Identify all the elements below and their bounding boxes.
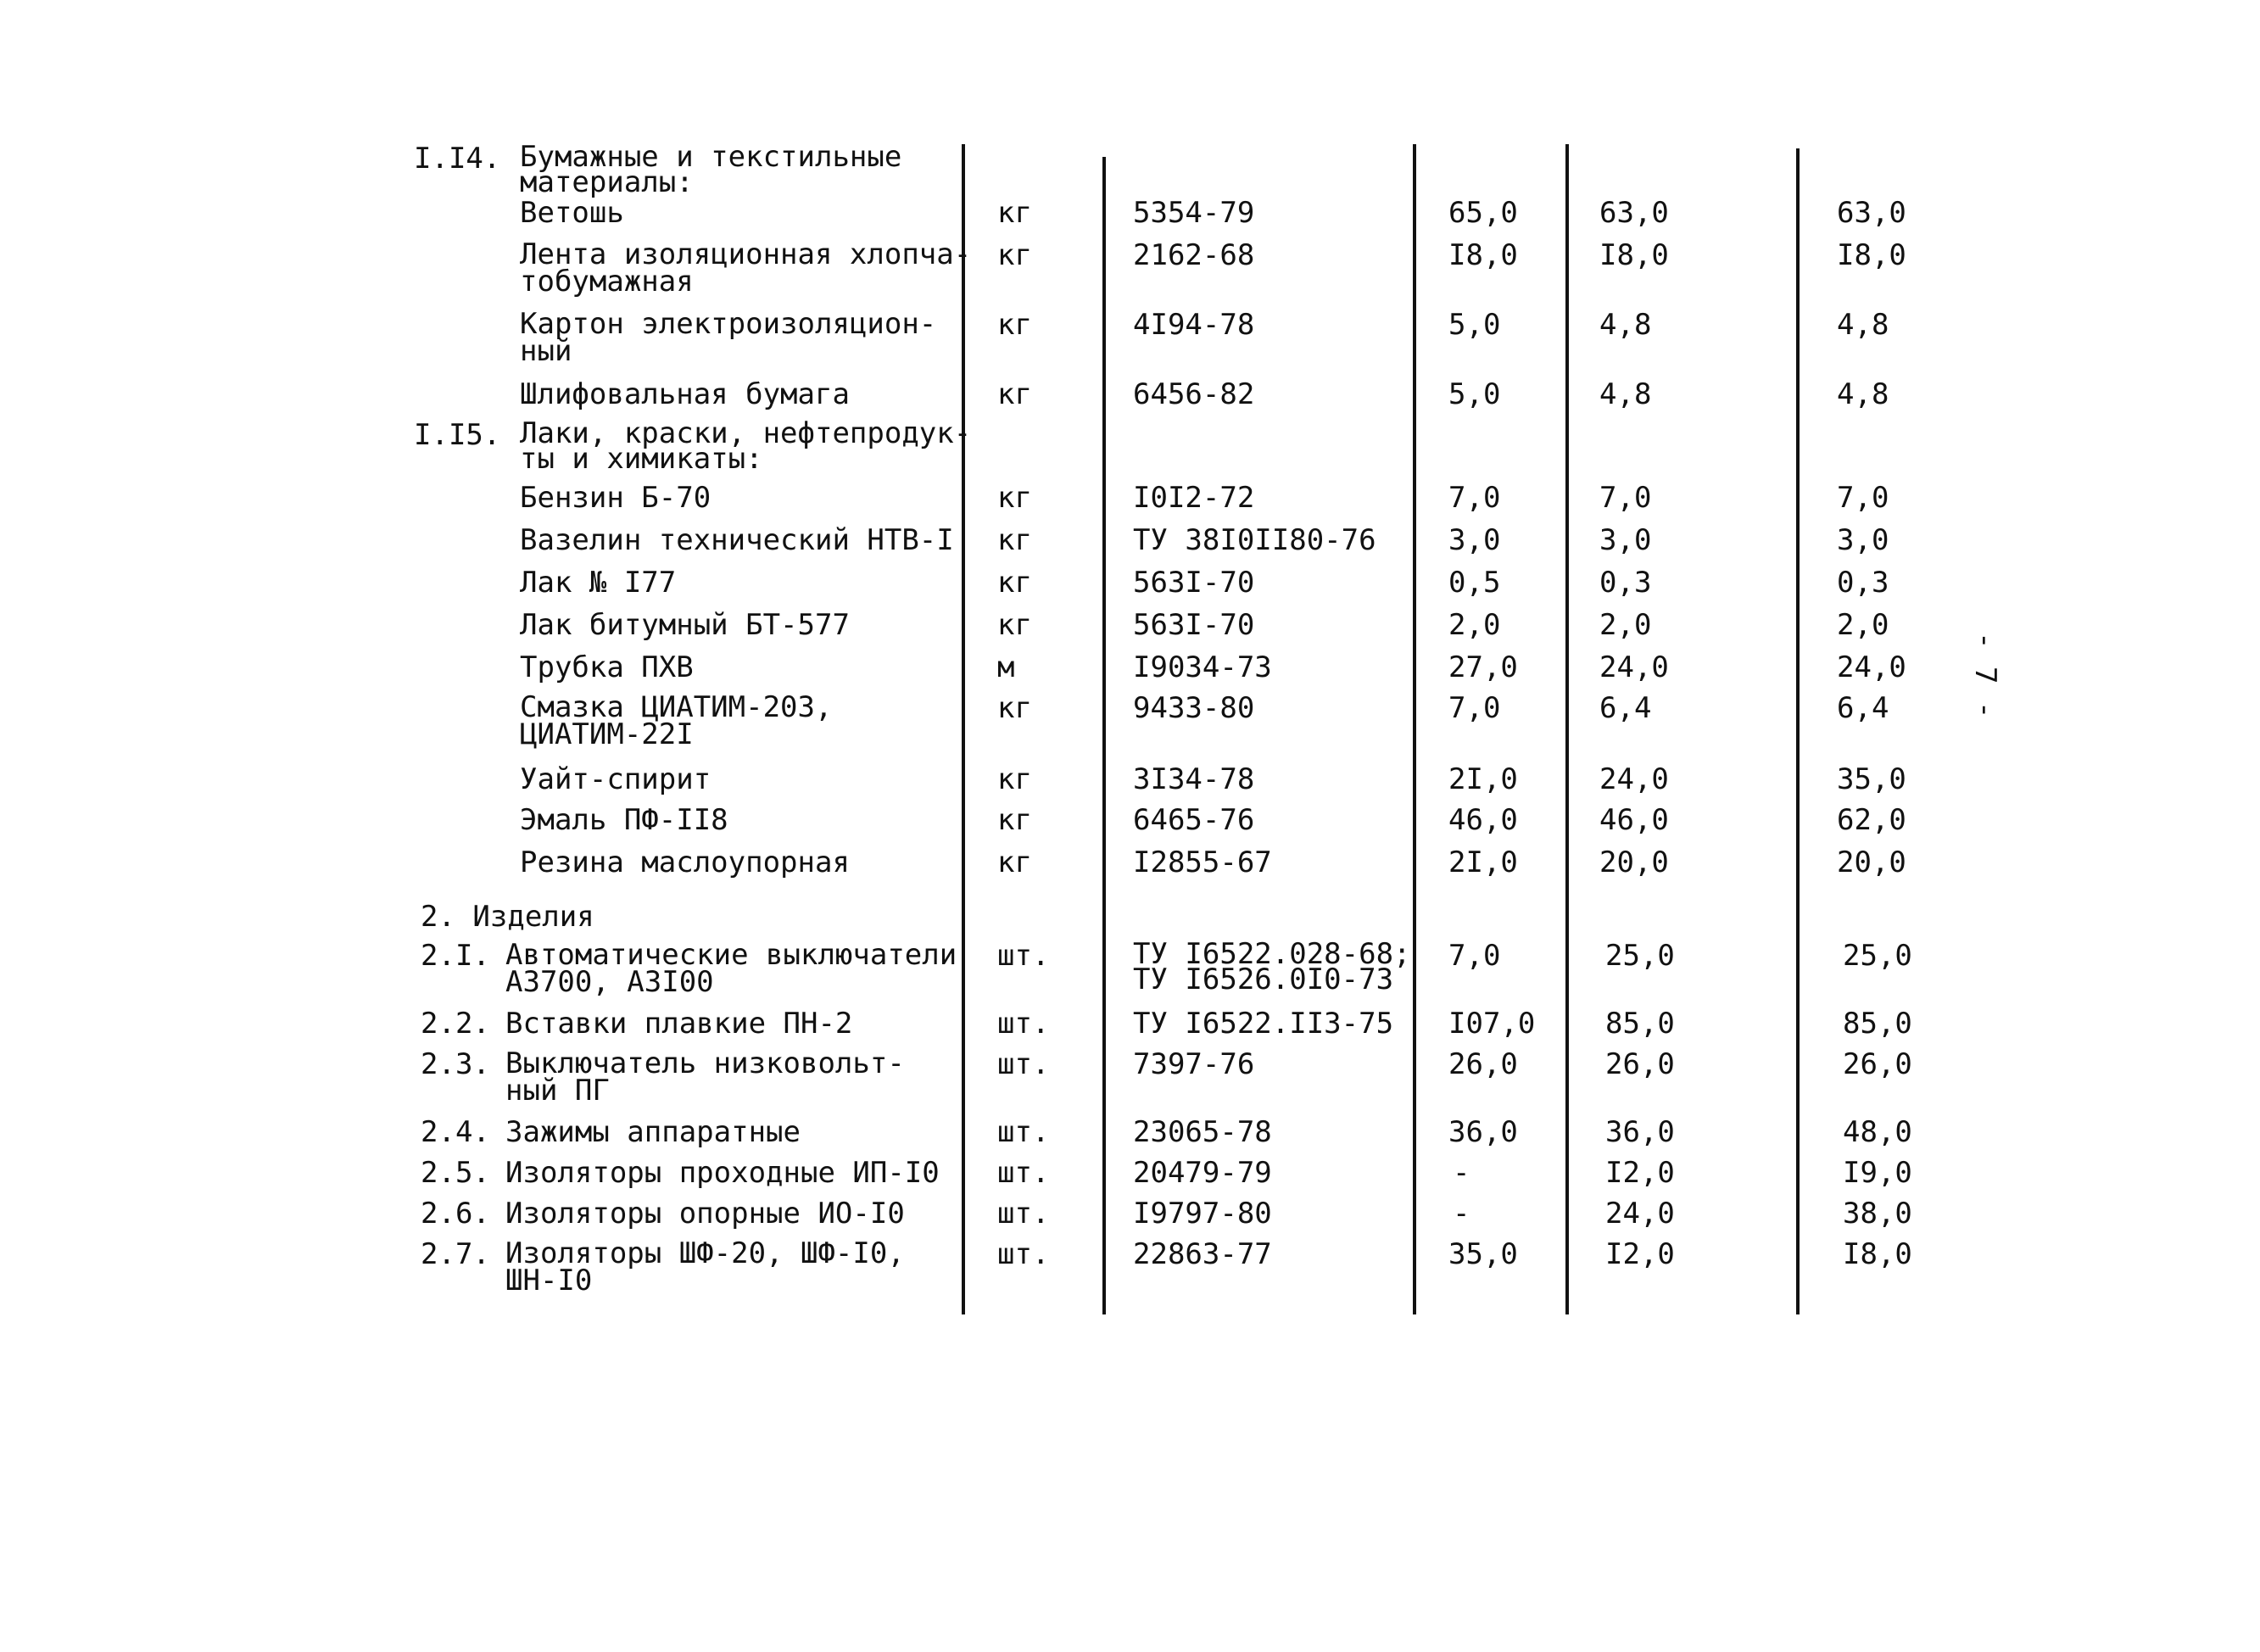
group-header-row	[414, 416, 1940, 483]
table-row	[414, 1158, 1940, 1199]
item-unit: шт.	[997, 1047, 1050, 1081]
item-standard: 6465-76	[1133, 803, 1255, 837]
item-value-2: 24,0	[1599, 650, 1669, 684]
item-value-1: 26,0	[1448, 1047, 1518, 1081]
item-value-1: 46,0	[1448, 803, 1518, 837]
item-value-3: I8,0	[1837, 238, 1906, 272]
item-name: Изоляторы опорные ИО-I0	[505, 1197, 905, 1231]
item-value-1: -	[1453, 1156, 1470, 1190]
item-unit: кг	[997, 846, 1032, 879]
item-standard: 5354-79	[1133, 196, 1255, 230]
item-standard: I9034-73	[1133, 650, 1272, 684]
item-name: Резина маслоупорная	[520, 846, 850, 879]
materials-table	[414, 140, 1940, 1308]
item-standard: 2162-68	[1133, 238, 1255, 272]
item-unit: м	[997, 650, 1015, 684]
item-value-1: 5,0	[1448, 308, 1501, 342]
group-header-row	[414, 140, 1940, 199]
item-standard: 563I-70	[1133, 566, 1255, 600]
item-standard: 4I94-78	[1133, 308, 1255, 342]
table-row	[414, 377, 1940, 421]
table-row	[414, 523, 1940, 568]
item-name: Лента изоляционная хлопча- тобумажная	[520, 237, 972, 299]
item-value-3: 4,8	[1837, 308, 1889, 342]
item-value-1: 0,5	[1448, 566, 1501, 600]
item-name: Смазка ЦИАТИМ-203, ЦИАТИМ-22I	[520, 690, 833, 751]
item-standard: I0I2-72	[1133, 481, 1255, 515]
table-row	[414, 568, 1940, 611]
item-standard: 563I-70	[1133, 608, 1255, 642]
table-row	[414, 1115, 1940, 1158]
item-unit: кг	[997, 377, 1032, 411]
item-value-1: 36,0	[1448, 1115, 1518, 1149]
item-value-2: 25,0	[1605, 939, 1675, 973]
item-value-1: 65,0	[1448, 196, 1518, 230]
section-header-row	[414, 902, 1940, 941]
table-row	[414, 198, 1940, 241]
item-standard: 20479-79	[1133, 1156, 1272, 1190]
item-value-1: 2,0	[1448, 608, 1501, 642]
item-value-3: 63,0	[1837, 196, 1906, 230]
item-number: 2.3.	[421, 1047, 490, 1081]
item-value-2: 2,0	[1599, 608, 1652, 642]
item-unit: шт.	[997, 1115, 1050, 1149]
item-value-2: 20,0	[1599, 846, 1669, 879]
item-standard: ТУ I6522.II3-75	[1133, 1007, 1394, 1041]
item-unit: шт.	[997, 939, 1050, 973]
table-row	[414, 803, 1940, 848]
item-name: Ветошь	[520, 196, 624, 230]
item-value-2: 46,0	[1599, 803, 1669, 837]
table-row	[414, 690, 1940, 765]
item-name: Уайт-спирит	[520, 762, 711, 796]
item-value-2: 7,0	[1599, 481, 1652, 515]
item-name: Зажимы аппаратные	[505, 1115, 801, 1149]
item-number: 2.4.	[421, 1115, 490, 1149]
item-value-2: 85,0	[1605, 1007, 1675, 1041]
item-value-2: 24,0	[1605, 1197, 1675, 1231]
table-row	[414, 1046, 1940, 1118]
table-row	[414, 1009, 1940, 1050]
item-name: Автоматические выключатели А3700, А3I00	[505, 938, 957, 999]
table-row	[414, 762, 1940, 806]
item-value-2: I8,0	[1599, 238, 1669, 272]
item-value-2: 36,0	[1605, 1115, 1675, 1149]
item-value-3: 62,0	[1837, 803, 1906, 837]
item-standard: 23065-78	[1133, 1115, 1272, 1149]
item-value-3: 24,0	[1837, 650, 1906, 684]
item-value-2: 0,3	[1599, 566, 1652, 600]
item-name: Вставки плавкие ПН-2	[505, 1007, 853, 1041]
item-value-1: I07,0	[1448, 1007, 1536, 1041]
item-standard: 7397-76	[1133, 1047, 1255, 1081]
item-number: 2.5.	[421, 1156, 490, 1190]
item-unit: кг	[997, 196, 1032, 230]
table-row	[414, 608, 1940, 653]
item-unit: шт.	[997, 1007, 1050, 1041]
item-unit: кг	[997, 308, 1032, 342]
table-row	[414, 237, 1940, 310]
item-unit: кг	[997, 481, 1032, 515]
item-unit: кг	[997, 523, 1032, 557]
item-value-3: 0,3	[1837, 566, 1889, 600]
item-standard: 3I34-78	[1133, 762, 1255, 796]
item-value-1: 27,0	[1448, 650, 1518, 684]
item-standard: I2855-67	[1133, 846, 1272, 879]
item-value-1: 2I,0	[1448, 846, 1518, 879]
item-unit: кг	[997, 566, 1032, 600]
item-number: 2.I.	[421, 939, 490, 973]
page-number: - 7 -	[1968, 632, 2002, 719]
item-number: 2.7.	[421, 1237, 490, 1271]
item-name: Эмаль ПФ-II8	[520, 803, 728, 837]
item-value-2: I2,0	[1605, 1237, 1675, 1271]
item-value-3: I9,0	[1843, 1156, 1912, 1190]
item-value-3: 48,0	[1843, 1115, 1912, 1149]
item-standard: ТУ I6522.028-68; ТУ I6526.0I0-73	[1133, 937, 1411, 996]
item-value-2: 63,0	[1599, 196, 1669, 230]
item-name: Выключатель низковольт- ный ПГ	[505, 1046, 905, 1108]
item-value-2: 3,0	[1599, 523, 1652, 557]
item-value-3: I8,0	[1843, 1237, 1912, 1271]
item-value-3: 38,0	[1843, 1197, 1912, 1231]
item-value-3: 25,0	[1843, 939, 1912, 973]
table-row	[414, 1199, 1940, 1240]
item-value-1: 7,0	[1448, 939, 1501, 973]
item-value-3: 35,0	[1837, 762, 1906, 796]
group-title: Бумажные и текстильные материалы:	[520, 140, 902, 199]
item-unit: шт.	[997, 1237, 1050, 1271]
item-standard: 9433-80	[1133, 691, 1255, 725]
item-value-1: 7,0	[1448, 691, 1501, 725]
item-standard: 22863-77	[1133, 1237, 1272, 1271]
item-value-3: 85,0	[1843, 1007, 1912, 1041]
table-row	[414, 650, 1940, 694]
item-unit: шт.	[997, 1197, 1050, 1231]
item-unit: шт.	[997, 1156, 1050, 1190]
item-name: Бензин Б-70	[520, 481, 711, 515]
item-value-1: 35,0	[1448, 1237, 1518, 1271]
group-number: I.I5.	[414, 418, 501, 452]
item-value-3: 2,0	[1837, 608, 1889, 642]
item-unit: кг	[997, 803, 1032, 837]
table-row	[414, 937, 1940, 1009]
item-value-3: 7,0	[1837, 481, 1889, 515]
item-value-2: I2,0	[1605, 1156, 1675, 1190]
table-row	[414, 307, 1940, 380]
item-value-1: -	[1453, 1197, 1470, 1231]
item-value-1: 2I,0	[1448, 762, 1518, 796]
item-standard: 6456-82	[1133, 377, 1255, 411]
item-name: Шлифовальная бумага	[520, 377, 850, 411]
item-standard: I9797-80	[1133, 1197, 1272, 1231]
item-name: Трубка ПХВ	[520, 650, 694, 684]
item-value-2: 4,8	[1599, 308, 1652, 342]
item-unit: кг	[997, 762, 1032, 796]
item-name: Картон электроизоляцион- ный	[520, 307, 937, 368]
item-name: Лак № I77	[520, 566, 677, 600]
item-unit: кг	[997, 608, 1032, 642]
item-number: 2.6.	[421, 1197, 490, 1231]
item-value-3: 20,0	[1837, 846, 1906, 879]
item-value-1: 5,0	[1448, 377, 1501, 411]
item-value-1: I8,0	[1448, 238, 1518, 272]
item-name: Лак битумный БТ-577	[520, 608, 850, 642]
item-name: Изоляторы ШФ-20, ШФ-I0, ШН-I0	[505, 1236, 905, 1298]
item-value-2: 24,0	[1599, 762, 1669, 796]
item-standard: ТУ 38I0II80-76	[1133, 523, 1376, 557]
group-title: Лаки, краски, нефтепродук- ты и химикаты:	[520, 416, 972, 476]
table-row	[414, 1236, 1940, 1308]
item-value-1: 3,0	[1448, 523, 1501, 557]
item-value-1: 7,0	[1448, 481, 1501, 515]
item-value-2: 26,0	[1605, 1047, 1675, 1081]
item-value-2: 6,4	[1599, 691, 1652, 725]
item-value-3: 26,0	[1843, 1047, 1912, 1081]
item-value-3: 3,0	[1837, 523, 1889, 557]
item-value-3: 6,4	[1837, 691, 1889, 725]
section-title: 2. Изделия	[421, 900, 594, 934]
table-row	[414, 483, 1940, 526]
item-name: Изоляторы проходные ИП-I0	[505, 1156, 940, 1190]
item-unit: кг	[997, 691, 1032, 725]
table-row	[414, 848, 1940, 902]
item-value-2: 4,8	[1599, 377, 1652, 411]
item-value-3: 4,8	[1837, 377, 1889, 411]
item-number: 2.2.	[421, 1007, 490, 1041]
item-name: Вазелин технический НТВ-I	[520, 523, 954, 557]
group-number: I.I4.	[414, 142, 501, 176]
item-unit: кг	[997, 238, 1032, 272]
